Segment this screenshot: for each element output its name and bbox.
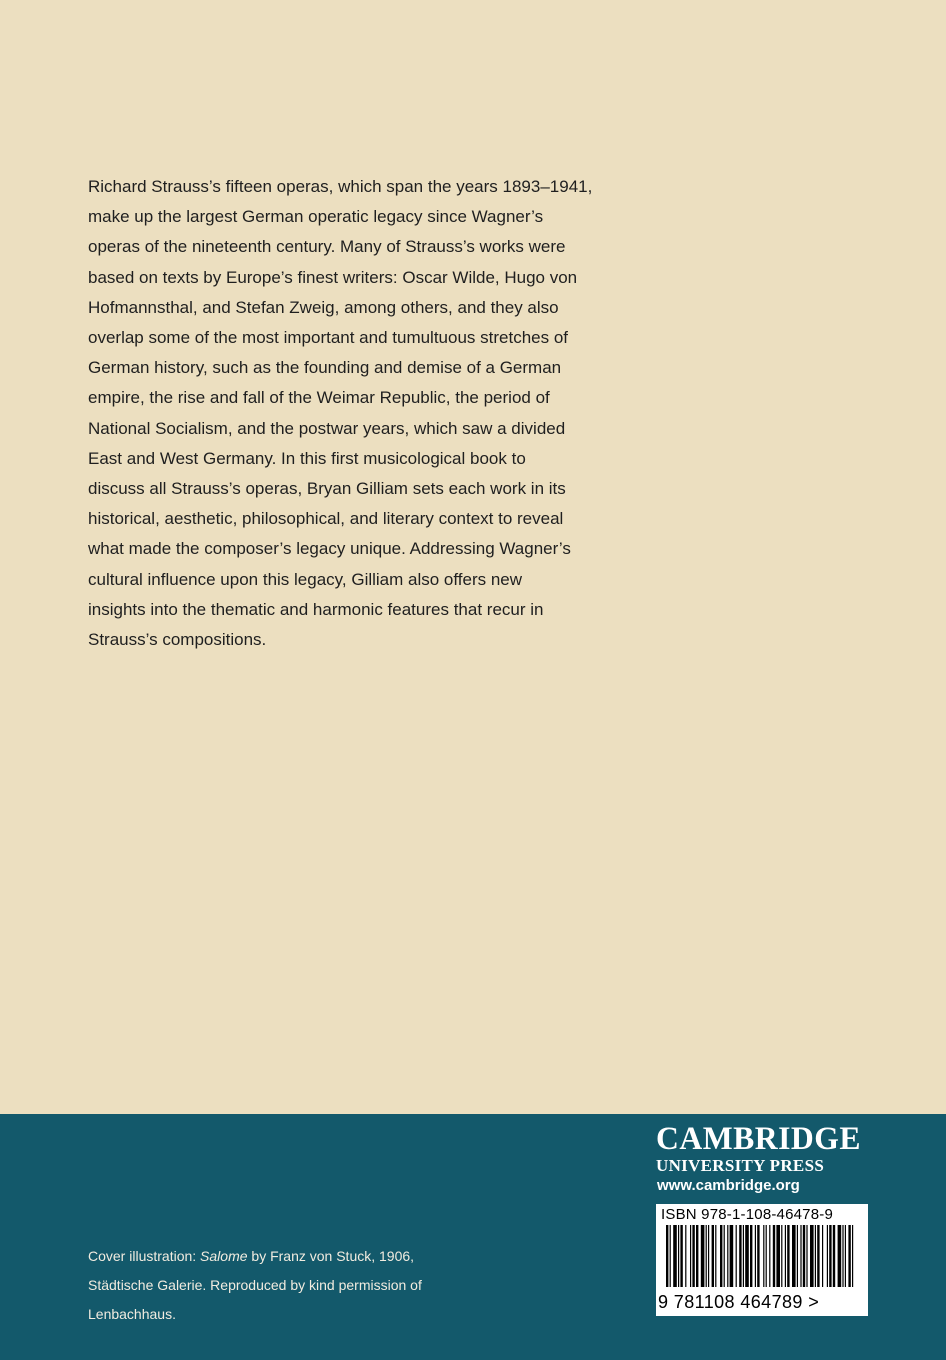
barcode-bar	[785, 1225, 786, 1287]
barcode-bar	[701, 1225, 705, 1287]
credit-line-2: Städtische Galerie. Reproduced by kind permission of	[88, 1277, 422, 1293]
ean-digits: 9 781108 464789 >	[658, 1292, 820, 1312]
barcode-bar	[745, 1225, 749, 1287]
barcode-bar	[773, 1225, 775, 1287]
credit-artwork-title: Salome	[200, 1248, 248, 1264]
barcode-bar	[806, 1225, 807, 1287]
barcode-bar	[787, 1225, 789, 1287]
barcode-bar	[838, 1225, 842, 1287]
credit-line-1-rest: by Franz von Stuck, 1906,	[247, 1248, 415, 1264]
publisher-logo	[656, 1122, 868, 1176]
barcode-bar	[666, 1225, 668, 1287]
barcode-bar	[673, 1225, 677, 1287]
barcode-bar	[800, 1225, 801, 1287]
barcode-bar	[833, 1225, 835, 1287]
barcode-bar	[769, 1225, 770, 1287]
blurb-text: Richard Strauss’s fifteen operas, which span the years 1893–1941, make up the largest German operatic legacy since Wagner’s operas of the nineteenth century. Many of Strauss’s works were based on texts by Europe’s finest writers: Oscar Wilde, Hugo von Hofmannsthal, and Stefan Zweig, among others, and they also overlap some of the most important and tumultuous stretches of German history, such as the founding and demise of a German empire, the rise and fall of the Weimar Republic, the period of National Socialism, and the postwar years, which saw a divided East and West Germany. In this first musicological book to discuss all Strauss’s operas, Bryan Gilliam sets each work in its historical, aesthetic, philosophical, and literary context to reveal what made the composer’s legacy unique. Addressing Wagner’s cultural influence upon this legacy, Gilliam also offers new insights into the thematic and harmonic features that recur in Strauss’s compositions.	[88, 177, 593, 650]
barcode-bar	[750, 1225, 752, 1287]
barcode-bar	[670, 1225, 671, 1287]
publisher-name: CAMBRIDGE	[656, 1121, 861, 1157]
barcode-bars	[660, 1225, 864, 1291]
cover-credit	[88, 1242, 508, 1329]
barcode-bar	[712, 1225, 714, 1287]
barcode-bar	[678, 1225, 679, 1287]
barcode-bar	[766, 1225, 767, 1287]
barcode-bar	[817, 1225, 819, 1287]
barcode-bar	[815, 1225, 816, 1287]
isbn-label: ISBN 978-1-108-46478-9	[661, 1206, 834, 1223]
barcode-bar	[680, 1225, 682, 1287]
barcode-bar	[763, 1225, 764, 1287]
publisher-url: www.cambridge.org	[657, 1177, 800, 1194]
barcode-bar	[727, 1225, 728, 1287]
barcode-bar	[757, 1225, 759, 1287]
barcode-bar	[739, 1225, 741, 1287]
credit-line-1	[88, 1242, 508, 1271]
barcode-bar	[822, 1225, 823, 1287]
barcode-bar	[715, 1225, 716, 1287]
barcode-bar	[706, 1225, 707, 1287]
barcode-bar	[724, 1225, 725, 1287]
barcode-bar	[810, 1225, 814, 1287]
barcode-bar	[776, 1225, 780, 1287]
barcode-bar	[792, 1225, 796, 1287]
barcode-bar	[803, 1225, 805, 1287]
barcode-bar	[708, 1225, 709, 1287]
barcode-bar	[848, 1225, 850, 1287]
barcode-bar	[827, 1225, 828, 1287]
barcode-bar	[692, 1225, 694, 1287]
barcode-bar	[730, 1225, 734, 1287]
credit-line-3: Lenbachhaus.	[88, 1306, 176, 1322]
barcode-bar	[797, 1225, 798, 1287]
credit-prefix: Cover illustration:	[88, 1248, 201, 1264]
barcode-bar	[720, 1225, 722, 1287]
barcode-bar	[736, 1225, 737, 1287]
barcode-bar	[829, 1225, 831, 1287]
barcode-bar	[842, 1225, 843, 1287]
publisher-subname: UNIVERSITY PRESS	[656, 1156, 825, 1175]
barcode-bar	[845, 1225, 846, 1287]
barcode-bar	[852, 1225, 853, 1287]
barcode-bar	[696, 1225, 698, 1287]
barcode-panel	[656, 1204, 868, 1316]
barcode-bar	[685, 1225, 686, 1287]
barcode-bar	[743, 1225, 744, 1287]
barcode-bar	[781, 1225, 782, 1287]
barcode-bar	[690, 1225, 691, 1287]
barcode-bar	[755, 1225, 756, 1287]
